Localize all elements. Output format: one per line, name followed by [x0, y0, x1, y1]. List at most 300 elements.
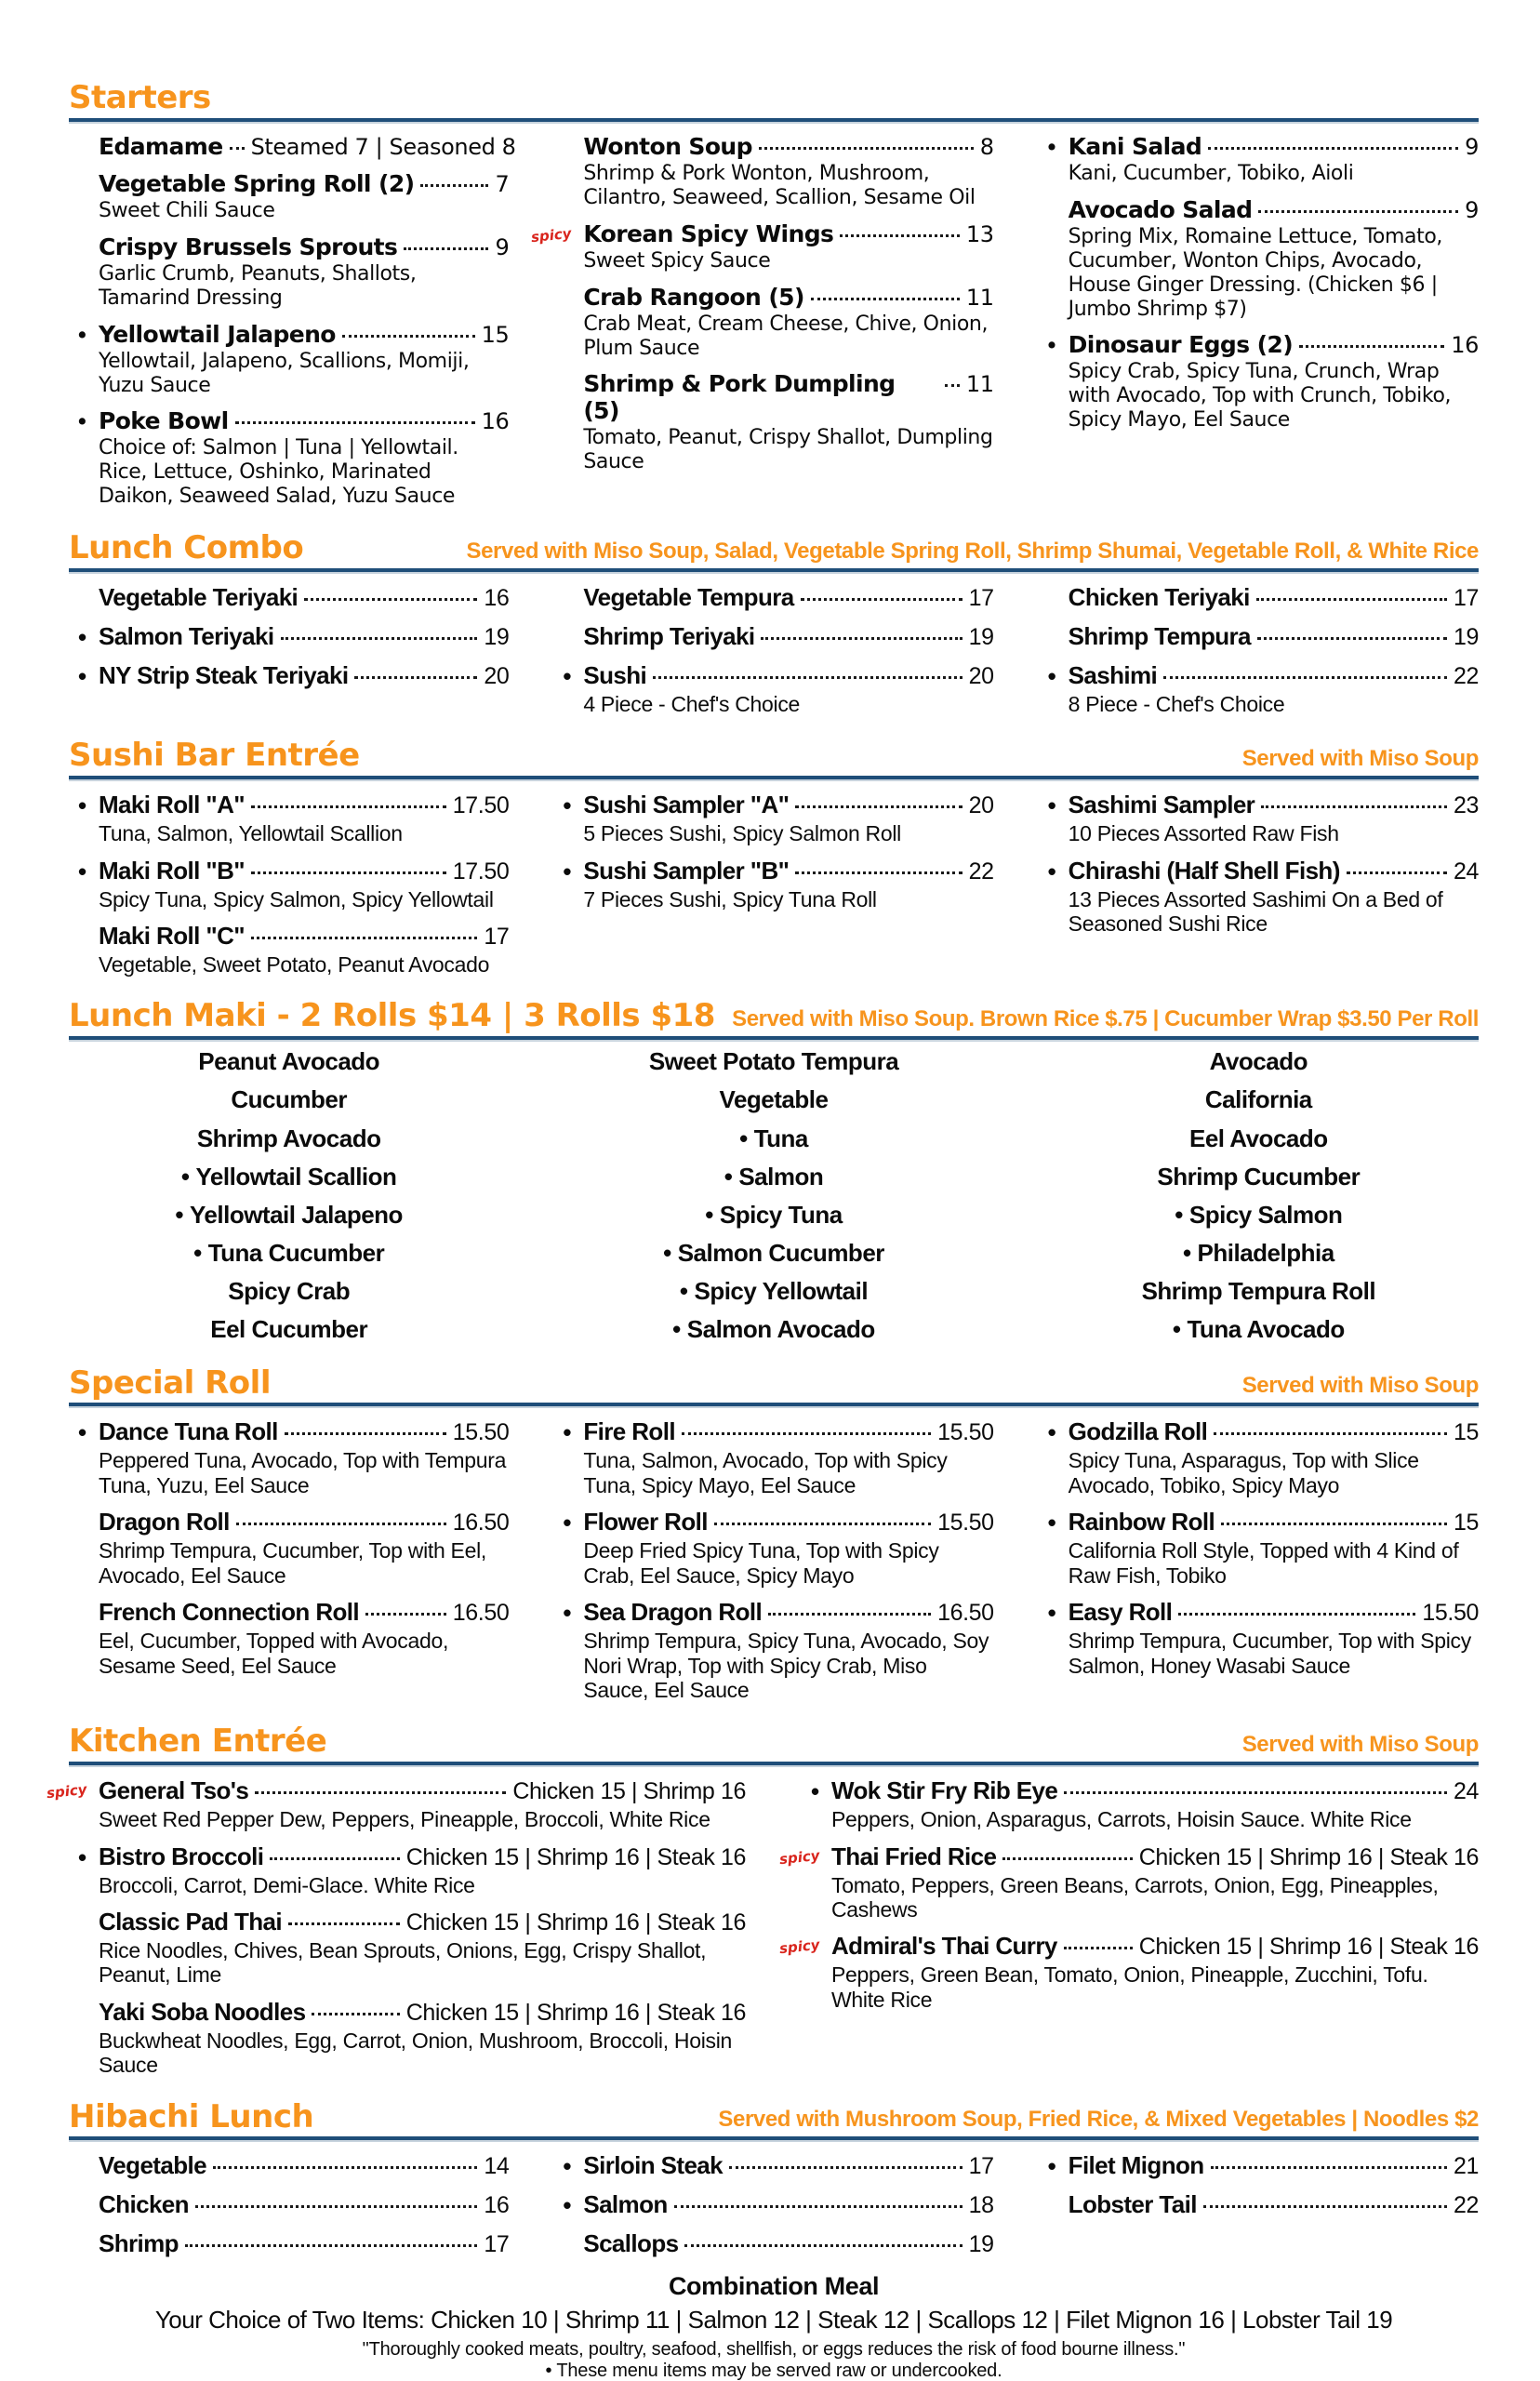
item-price: Chicken 15 | Shrimp 16	[512, 1778, 746, 1805]
item-name: Korean Spicy Wings	[583, 219, 834, 247]
dots-leader	[251, 805, 446, 808]
item-price: 9	[1465, 133, 1479, 160]
item-row	[1069, 583, 1479, 612]
section-note: Served with Miso Soup	[1241, 1372, 1479, 1398]
section-note: Served with Miso Soup	[1241, 745, 1479, 771]
section-divider-line	[69, 1762, 1479, 1765]
menu-column	[1039, 1417, 1479, 1712]
item-name: Sushi	[583, 661, 647, 689]
dots-leader	[1178, 1613, 1415, 1616]
item-row	[1069, 661, 1479, 690]
item-row	[831, 1776, 1479, 1805]
menu-column	[1039, 133, 1479, 520]
menu-item	[69, 661, 509, 690]
item-description: Kani, Cucumber, Tobiko, Aioli	[1068, 161, 1354, 185]
dots-leader	[674, 2205, 962, 2208]
raw-bullet-dot: •	[563, 662, 572, 690]
maki-roll-name: Spicy Crab	[228, 1277, 351, 1306]
dots-leader	[235, 421, 475, 424]
item-row	[1069, 1417, 1479, 1446]
section-columns	[69, 1417, 1479, 1712]
item-name: Dinosaur Eggs (2)	[1068, 331, 1294, 359]
item-description: Tuna, Salmon, Yellowtail Scallion	[99, 821, 403, 846]
item-row	[99, 661, 509, 690]
item-price: 15.50	[937, 1510, 994, 1536]
menu-column	[69, 583, 509, 726]
item-name: Dance Tuna Roll	[99, 1417, 278, 1446]
item-row	[99, 791, 509, 819]
maki-roll-item	[1039, 1277, 1479, 1306]
dots-leader	[354, 676, 477, 679]
raw-bullet-dot: •	[78, 791, 87, 820]
menu-column	[553, 2151, 993, 2268]
maki-roll-item	[1039, 1163, 1479, 1191]
menu-item	[553, 2229, 993, 2258]
dots-leader	[840, 234, 960, 237]
menu-item	[69, 321, 509, 398]
section-header-lunch-maki	[69, 997, 1479, 1035]
item-price: 19	[484, 624, 510, 650]
item-name: Bistro Broccoli	[99, 1842, 264, 1870]
section-columns	[69, 2151, 1479, 2268]
item-price: 19	[968, 624, 994, 650]
raw-bullet-dot: •	[739, 1124, 748, 1152]
item-price: 16.50	[452, 1510, 510, 1536]
item-description: Tuna, Salmon, Avocado, Top with Spicy Tuna, Spicy Mayo, Eel Sauce	[583, 1448, 948, 1497]
item-price: Chicken 15 | Shrimp 16 | Steak 16	[405, 1999, 746, 2026]
dots-leader	[795, 805, 962, 808]
dots-leader	[811, 298, 960, 300]
maki-roll-item	[553, 1047, 993, 1076]
item-row	[99, 922, 509, 951]
item-price: 8	[979, 133, 994, 160]
section-columns	[46, 1776, 1479, 2088]
item-row	[99, 1998, 746, 2027]
item-row	[583, 2229, 993, 2258]
item-name: Yaki Soba Noodles	[99, 1997, 306, 2026]
item-name: Classic Pad Thai	[99, 1907, 283, 1935]
item-row	[99, 1776, 746, 1805]
combination-meal-title: Combination Meal	[668, 2272, 880, 2301]
item-description: Shrimp & Pork Wonton, Mushroom, Cilantro, Seaweed, Scallion, Sesame Oil	[583, 161, 976, 209]
item-name: Admiral's Thai Curry	[831, 1932, 1057, 1961]
item-row	[99, 321, 509, 348]
dots-leader	[213, 2166, 477, 2169]
item-price: 17.50	[452, 792, 510, 819]
item-price: 17	[484, 924, 510, 950]
item-price: 17	[968, 585, 994, 611]
maki-roll-name: Tuna Cucumber	[207, 1239, 385, 1268]
item-description: Spring Mix, Romaine Lettuce, Tomato, Cucumber, Wonton Chips, Avocado, House Ginger Dressing. (Chicken $6 | Jumbo Shrimp $7)	[1068, 224, 1442, 321]
dots-leader	[1203, 2205, 1447, 2208]
maki-roll-item	[69, 1085, 509, 1114]
dots-leader	[304, 598, 477, 601]
maki-roll-name: Vegetable	[719, 1085, 829, 1114]
raw-bullet-dot: •	[78, 1842, 87, 1871]
combination-meal-options: Your Choice of Two Items: Chicken 10 | Shrimp 11 | Salmon 12 | Steak 12 | Scallops 12 | Filet Mignon 16 | Lobster Tail 19	[154, 2306, 1393, 2334]
item-name: Vegetable Spring Roll (2)	[99, 169, 415, 197]
section-kitchen-entree	[46, 1723, 1479, 2087]
dots-leader	[1299, 345, 1444, 348]
menu-item	[1039, 583, 1479, 612]
menu-item	[69, 922, 509, 977]
item-price: 15	[1453, 1510, 1479, 1536]
raw-bullet-dot: •	[563, 2152, 572, 2181]
menu-item	[553, 2151, 993, 2180]
menu-column	[69, 791, 509, 987]
item-description: Yellowtail, Jalapeno, Scallions, Momiji, Yuzu Sauce	[99, 349, 470, 397]
maki-roll-name: Eel Avocado	[1189, 1124, 1328, 1152]
dots-leader	[1347, 871, 1447, 874]
dots-leader	[185, 2244, 477, 2247]
menu-item	[553, 791, 993, 845]
dots-leader	[1002, 1857, 1132, 1860]
raw-bullet-dot: •	[563, 857, 572, 885]
menu-column	[778, 1776, 1479, 2088]
item-name: Wok Stir Fry Rib Eye	[831, 1776, 1058, 1805]
item-price: 22	[1453, 2192, 1479, 2219]
menu-item	[553, 622, 993, 651]
maki-roll-item	[553, 1315, 993, 1344]
raw-bullet-dot: •	[663, 1239, 671, 1268]
menu-column	[69, 2151, 509, 2268]
section-lunch-maki	[69, 997, 1479, 1353]
menu-item	[553, 133, 993, 210]
item-row	[1069, 331, 1479, 358]
dots-leader	[195, 2205, 477, 2208]
menu-item	[553, 661, 993, 716]
maki-roll-name: Spicy Salmon	[1188, 1200, 1343, 1229]
item-price: 23	[1453, 792, 1479, 819]
menu-column	[553, 1417, 993, 1712]
section-divider-line	[69, 1036, 1479, 1040]
item-row	[99, 233, 509, 260]
dots-leader	[729, 2166, 962, 2169]
item-row	[1069, 622, 1479, 651]
dots-leader	[684, 2244, 962, 2247]
section-title: Kitchen Entrée	[69, 1723, 327, 1761]
section-special-roll	[69, 1363, 1479, 1713]
spicy-label: spicy	[778, 1846, 821, 1868]
menu-item	[778, 1842, 1479, 1922]
item-row	[583, 661, 993, 690]
item-price: 15	[481, 321, 510, 348]
item-price: 7	[495, 170, 510, 197]
item-price: 14	[484, 2153, 510, 2180]
item-row	[99, 2190, 509, 2219]
maki-roll-name: Yellowtail Scallion	[195, 1162, 397, 1190]
raw-bullet-dot: •	[1047, 662, 1056, 690]
dots-leader	[251, 937, 477, 939]
section-lunch-combo	[69, 529, 1479, 726]
section-columns	[69, 1047, 1479, 1354]
maki-roll-item	[553, 1163, 993, 1191]
item-price: 18	[968, 2192, 994, 2219]
menu-item	[1039, 1508, 1479, 1588]
raw-bullet-dot: •	[78, 662, 87, 690]
item-description: Spicy Tuna, Spicy Salmon, Spicy Yellowtail	[99, 886, 494, 911]
section-sushi-bar-entree	[69, 739, 1479, 987]
item-name: Crab Rangoon (5)	[583, 283, 804, 311]
section-title: Hibachi Lunch	[69, 2097, 314, 2135]
menu-column	[1039, 2151, 1479, 2268]
dots-leader	[285, 1432, 446, 1435]
menu-item	[69, 791, 509, 845]
item-price: 22	[1453, 663, 1479, 689]
section-title: Lunch Combo	[69, 529, 304, 567]
item-description: 4 Piece - Chef's Choice	[583, 692, 801, 716]
menu-item	[69, 407, 509, 509]
menu-item	[802, 1776, 1479, 1831]
item-name: Scallops	[583, 2229, 679, 2258]
raw-bullet-dot: •	[724, 1162, 733, 1190]
menu-item	[1039, 857, 1479, 937]
menu-item	[69, 170, 509, 223]
item-description: Rice Noodles, Chives, Bean Sprouts, Onions, Egg, Crispy Shallot, Peanut, Lime	[99, 1937, 707, 1988]
item-name: General Tso's	[99, 1776, 249, 1805]
item-description: 13 Pieces Assorted Sashimi On a Bed of Seasoned Sushi Rice	[1068, 886, 1443, 936]
menu-item	[69, 1842, 746, 1897]
menu-column	[1039, 791, 1479, 987]
item-name: Dragon Roll	[99, 1508, 230, 1536]
dots-leader	[312, 2013, 399, 2015]
item-price: 16.50	[937, 1600, 994, 1627]
raw-bullet-dot: •	[175, 1200, 183, 1229]
dots-leader	[270, 1857, 399, 1860]
menu-column	[69, 132, 516, 520]
maki-roll-item	[69, 1201, 509, 1230]
raw-bullet-dot: •	[1047, 1599, 1056, 1628]
item-name: Shrimp Tempura	[1068, 622, 1251, 650]
item-description: California Roll Style, Topped with 4 Kind of Raw Fish, Tobiko	[1068, 1538, 1459, 1588]
item-description: Crab Meat, Cream Cheese, Chive, Onion, Plum Sauce	[583, 312, 989, 360]
item-row	[583, 370, 993, 424]
item-price: 19	[968, 2231, 994, 2258]
item-name: Lobster Tail	[1068, 2190, 1197, 2219]
item-price: 15.50	[452, 1419, 510, 1446]
maki-roll-name: Avocado	[1209, 1047, 1308, 1076]
item-description: Vegetable, Sweet Potato, Peanut Avocado	[99, 952, 490, 977]
item-description: Deep Fried Spicy Tuna, Top with Spicy Crab, Eel Sauce, Spicy Mayo	[583, 1538, 939, 1588]
maki-roll-name: Salmon	[738, 1162, 824, 1190]
item-description: Choice of: Salmon | Tuna | Yellowtail. Rice, Lettuce, Oshinko, Marinated Daikon, Seaweed Salad, Yuzu Sauce	[99, 436, 458, 509]
maki-roll-item	[69, 1124, 509, 1153]
maki-roll-name: Philadelphia	[1197, 1239, 1334, 1268]
item-price: 20	[968, 663, 994, 689]
item-name: Maki Roll "A"	[99, 791, 245, 819]
menu-column	[69, 1047, 509, 1354]
item-name: Vegetable Teriyaki	[99, 583, 299, 611]
item-description: 5 Pieces Sushi, Spicy Salmon Roll	[583, 821, 901, 846]
item-row	[831, 1932, 1479, 1961]
item-row	[1069, 2190, 1479, 2219]
item-row	[1069, 1508, 1479, 1536]
item-price: 24	[1453, 1778, 1479, 1805]
item-row	[583, 2190, 993, 2219]
section-divider-line	[69, 2136, 1479, 2140]
section-divider-line	[69, 118, 1479, 122]
item-description: Peppers, Onion, Asparagus, Carrots, Hoisin Sauce. White Rice	[831, 1807, 1412, 1832]
maki-roll-item	[553, 1124, 993, 1153]
maki-roll-item	[1039, 1201, 1479, 1230]
maki-roll-name: Yellowtail Jalapeno	[190, 1200, 403, 1229]
item-description: Spicy Tuna, Asparagus, Top with Slice Avocado, Tobiko, Spicy Mayo	[1068, 1448, 1419, 1497]
item-description: Peppered Tuna, Avocado, Top with Tempura Tuna, Yuzu, Eel Sauce	[99, 1448, 507, 1497]
item-name: Shrimp & Pork Dumpling (5)	[583, 370, 896, 425]
section-header-lunch-combo	[69, 529, 1479, 567]
dots-leader	[404, 247, 488, 250]
item-row	[583, 791, 993, 819]
section-title: Starters	[69, 79, 211, 116]
raw-bullet-dot: •	[1047, 791, 1056, 820]
item-name: Filet Mignon	[1068, 2151, 1204, 2180]
maki-roll-item	[1039, 1239, 1479, 1268]
dots-leader	[1257, 637, 1447, 640]
menu-item	[69, 233, 509, 311]
maki-roll-name: Spicy Yellowtail	[694, 1277, 869, 1306]
item-price: Steamed 7 | Seasoned 8	[250, 133, 516, 160]
item-row	[583, 133, 993, 160]
item-row	[99, 1508, 509, 1536]
item-row	[99, 1598, 509, 1627]
item-row	[583, 284, 993, 311]
item-row	[583, 622, 993, 651]
maki-roll-item	[69, 1163, 509, 1191]
item-row	[583, 1417, 993, 1446]
item-name: Sirloin Steak	[583, 2151, 724, 2180]
item-row	[583, 220, 993, 247]
dots-leader	[342, 335, 475, 338]
item-name: Godzilla Roll	[1068, 1417, 1208, 1446]
item-price: 19	[1453, 624, 1479, 650]
dots-leader	[1214, 1432, 1447, 1435]
item-description: Garlic Crumb, Peanuts, Shallots, Tamarind Dressing	[99, 261, 417, 310]
item-price: 11	[965, 371, 994, 398]
raw-bullet-dot: •	[563, 1599, 572, 1628]
menu-item	[553, 583, 993, 612]
raw-bullet-dot: •	[1047, 2152, 1056, 2181]
menu-column	[1039, 1047, 1479, 1354]
menu-item	[553, 284, 993, 361]
menu-item	[69, 1598, 509, 1678]
item-name: Wonton Soup	[583, 132, 752, 160]
maki-roll-item	[69, 1277, 509, 1306]
item-name: Maki Roll "B"	[99, 856, 245, 885]
maki-roll-name: Tuna	[753, 1124, 808, 1152]
menu-item	[1039, 331, 1479, 432]
item-row	[99, 407, 509, 434]
maki-roll-item	[1039, 1315, 1479, 1344]
item-row	[1069, 791, 1479, 819]
maki-roll-item	[69, 1239, 509, 1268]
maki-roll-item	[553, 1239, 993, 1268]
raw-bullet-dot: •	[1047, 332, 1056, 359]
dots-leader	[288, 1922, 400, 1925]
item-price: Chicken 15 | Shrimp 16 | Steak 16	[1138, 1934, 1479, 1961]
maki-roll-item	[1039, 1085, 1479, 1114]
dots-leader	[714, 1523, 931, 1525]
item-price: 17	[968, 2153, 994, 2180]
dots-leader	[255, 1791, 506, 1794]
cooked-food-disclaimer: "Thoroughly cooked meats, poultry, seafood, shellfish, or eggs reduces the risk of food bourne illness."	[362, 2339, 1186, 2361]
menu-item	[69, 132, 516, 160]
section-header-special-roll	[69, 1363, 1479, 1402]
maki-roll-item	[553, 1201, 993, 1230]
menu-item	[69, 1908, 746, 1988]
maki-roll-name: Shrimp Tempura Roll	[1141, 1277, 1376, 1306]
item-price: 15	[1453, 1419, 1479, 1446]
item-row	[1069, 133, 1479, 160]
section-note: Served with Miso Soup, Salad, Vegetable Spring Roll, Shrimp Shumai, Vegetable Roll, & White Rice	[466, 538, 1479, 564]
menu-item	[553, 857, 993, 911]
item-row	[1069, 196, 1479, 223]
item-price: 16	[1451, 332, 1479, 359]
item-price: 24	[1453, 858, 1479, 885]
menu-item	[530, 219, 994, 273]
item-name: Kani Salad	[1068, 132, 1202, 160]
item-name: Rainbow Roll	[1068, 1508, 1215, 1536]
section-header-hibachi-lunch	[69, 2097, 1479, 2135]
dots-leader	[1211, 2166, 1447, 2169]
item-price: 22	[968, 858, 994, 885]
maki-roll-item	[69, 1047, 509, 1076]
menu-item	[1039, 1417, 1479, 1497]
section-header-sushi-bar-entree	[69, 739, 1479, 773]
item-name: Poke Bowl	[99, 407, 229, 435]
item-name: Shrimp	[99, 2229, 179, 2258]
menu-item	[553, 370, 993, 474]
item-row	[1069, 1598, 1479, 1627]
item-description: Shrimp Tempura, Cucumber, Top with Spicy Salmon, Honey Wasabi Sauce	[1068, 1629, 1471, 1678]
menu-column	[46, 1776, 746, 2088]
dots-leader	[653, 676, 962, 679]
item-price: 16.50	[452, 1600, 510, 1627]
item-name: Vegetable Tempura	[583, 583, 794, 611]
item-description: Shrimp Tempura, Spicy Tuna, Avocado, Soy Nori Wrap, Top with Spicy Crab, Miso Sauce, Eel Sauce	[583, 1629, 989, 1702]
raw-bullet-dot: •	[193, 1239, 202, 1268]
section-note: Served with Mushroom Soup, Fried Rice, & Mixed Vegetables | Noodles $2	[718, 2106, 1479, 2132]
item-price: 15.50	[937, 1419, 994, 1446]
dots-leader	[236, 1523, 446, 1525]
dots-leader	[1261, 805, 1447, 808]
menu-column	[530, 132, 994, 520]
item-price: 17	[1453, 585, 1479, 611]
item-price: 21	[1453, 2153, 1479, 2180]
dots-leader	[420, 184, 488, 187]
dots-leader	[1256, 598, 1447, 601]
menu-column	[553, 791, 993, 987]
section-columns	[69, 583, 1479, 726]
raw-bullet-dot: •	[679, 1277, 688, 1306]
item-name: Flower Roll	[583, 1508, 708, 1536]
maki-roll-name: Shrimp Avocado	[196, 1124, 381, 1152]
maki-roll-item	[553, 1277, 993, 1306]
item-name: Sushi Sampler "A"	[583, 791, 790, 819]
menu-column	[69, 1417, 509, 1712]
item-name: Fire Roll	[583, 1417, 675, 1446]
menu-item	[1039, 133, 1479, 186]
dots-leader	[1163, 676, 1447, 679]
menu-item	[1039, 196, 1479, 322]
dots-leader	[759, 147, 974, 150]
maki-roll-name: Eel Cucumber	[210, 1315, 368, 1344]
dots-leader	[682, 1432, 931, 1435]
item-description: Sweet Spicy Sauce	[583, 248, 771, 273]
item-name: Salmon	[583, 2190, 668, 2219]
menu-column	[553, 1047, 993, 1354]
dots-leader	[1258, 210, 1458, 213]
item-price: 11	[965, 284, 994, 311]
